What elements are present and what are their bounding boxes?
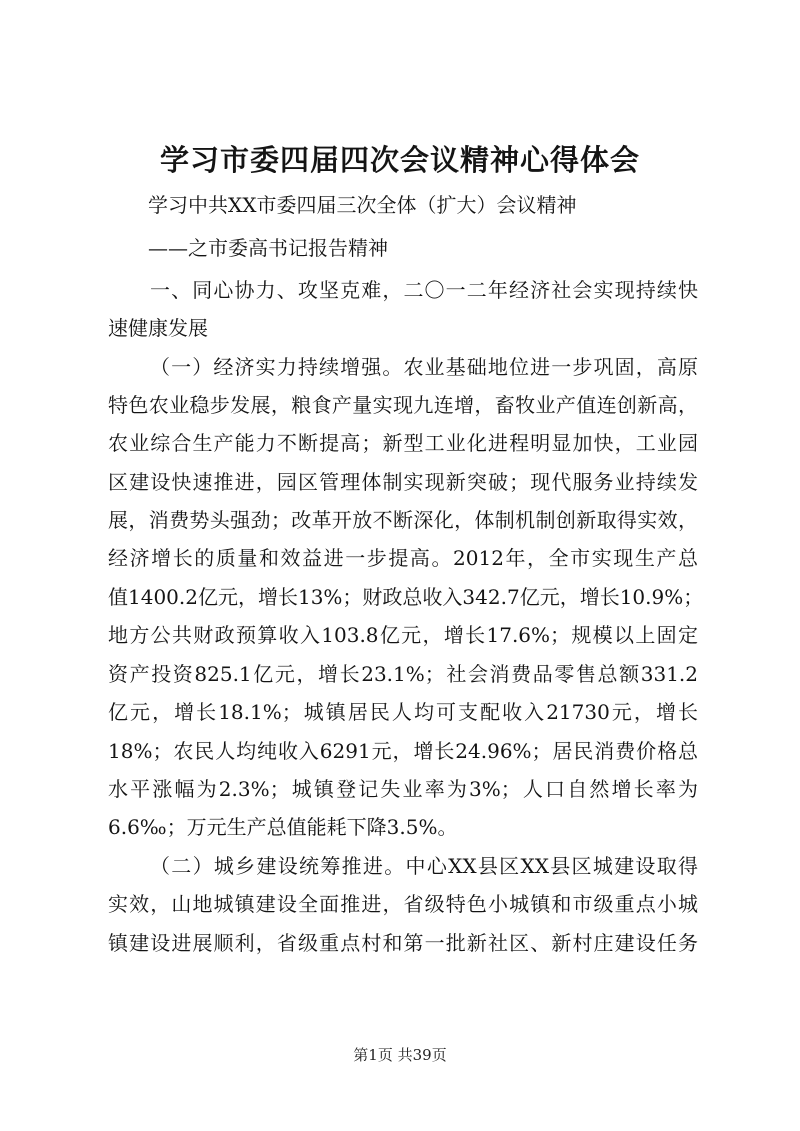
paragraph-2-line: 镇建设进展顺利，省级重点村和第一批新社区、新村庄建设任务 — [108, 931, 698, 955]
document-title: 学习市委四届四次会议精神心得体会 — [159, 143, 640, 177]
paragraph-1-line: 展，消费势头强劲；改革开放不断深化，体制机制创新取得实效， — [108, 508, 698, 532]
paragraph-1-line: 亿元，增长18.1%；城镇居民人均可支配收入21730元，增长 — [108, 700, 698, 724]
paragraph-1-line: 6.6‰；万元生产总值能耗下降3.5%。 — [108, 815, 458, 839]
subtitle-2: ——之市委高书记报告精神 — [148, 236, 388, 260]
page-number: 第1页 共39页 — [353, 1046, 447, 1064]
paragraph-1-line: 值1400.2亿元，增长13%；财政总收入342.7亿元，增长10.9%； — [108, 585, 704, 609]
paragraph-1-line: 特色农业稳步发展，粮食产量实现九连增，畜牧业产值连创新高， — [108, 393, 698, 417]
section-heading-line-1: 一、同心协力、攻坚克难，二〇一二年经济社会实现持续快 — [150, 278, 698, 302]
paragraph-1-line: （一）经济实力持续增强。农业基础地位进一步巩固，高原 — [150, 355, 698, 379]
paragraph-1-line: 18%；农民人均纯收入6291元，增长24.96%；居民消费价格总 — [108, 739, 698, 763]
paragraph-1-line: 区建设快速推进，园区管理体制实现新突破；现代服务业持续发 — [108, 470, 698, 494]
subtitle: 学习中共XX市委四届三次全体（扩大）会议精神 — [148, 193, 577, 217]
paragraph-1-line: 资产投资825.1亿元，增长23.1%；社会消费品零售总额331.2 — [108, 662, 698, 686]
paragraph-1-line: 水平涨幅为2.3%；城镇登记失业率为3%；人口自然增长率为 — [108, 777, 698, 801]
paragraph-1-line: 经济增长的质量和效益进一步提高。2012年，全市实现生产总 — [108, 546, 698, 570]
paragraph-2-line: （二）城乡建设统筹推进。中心XX县区XX县区城建设取得 — [150, 854, 698, 878]
paragraph-1-line: 地方公共财政预算收入103.8亿元，增长17.6%；规模以上固定 — [108, 623, 698, 647]
paragraph-2-line: 实效，山地城镇建设全面推进，省级特色小城镇和市级重点小城 — [108, 892, 698, 916]
section-heading-line-2: 速健康发展 — [108, 316, 208, 340]
paragraph-1-line: 农业综合生产能力不断提高；新型工业化进程明显加快，工业园 — [108, 431, 698, 455]
